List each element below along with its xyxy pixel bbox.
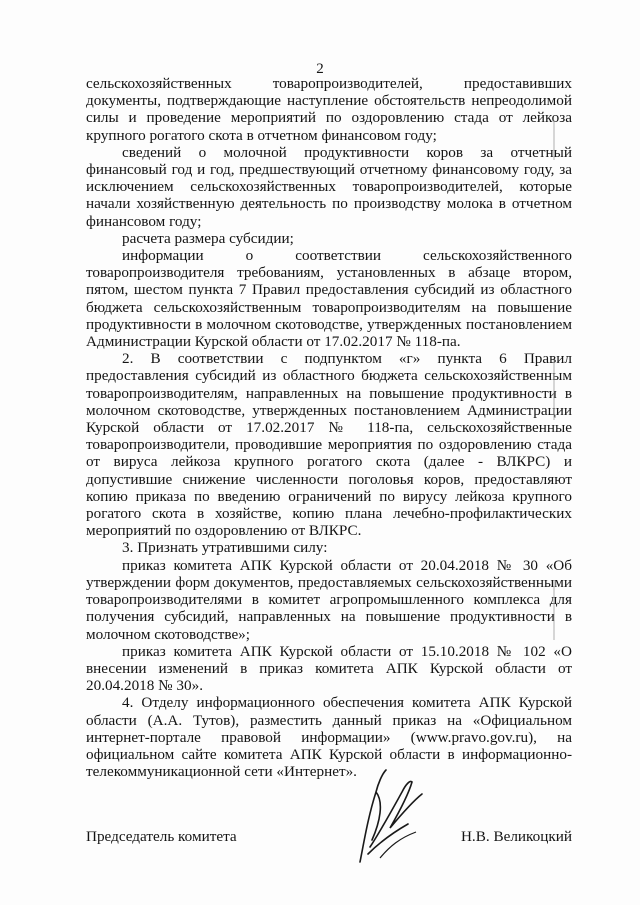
revoked-order-2: приказ комитета АПК Курской области от 15.10.2018 № 102 «О внесении изменений в приказ комитета АПК Курской области от 20.04.2018 № 30». <box>86 642 572 695</box>
page-number: 2 <box>316 61 324 77</box>
list-item-compliance-info: информации о соответствии сельскохозяйственного товаропроизводителя требованиям, установленных в абзаце втором, пятом, шестом пункта 7 Правил предоставления субсидий из областного бюджета сельскохозяйственным товаропроизводителям на повышение продуктивности в молочном скотоводстве, утвержденных постановлением Администрации Курской области от 17.02.2017 № 118-па. <box>86 247 572 351</box>
handwritten-signature <box>350 762 430 867</box>
signatory-title: Председатель комитета <box>86 828 237 845</box>
list-item-milk-productivity: сведений о молочной продуктивности коров за отчетный финансовый год и год, предшествующий отчетному финансовому году, за исключением сельскохозяйственных товаропроизводителей, которые начали хозяйственную деятельность по производству молока в отчетном финансовом году; <box>86 143 572 230</box>
signatory-name: Н.В. Великоцкий <box>460 828 572 845</box>
clause-3-heading: 3. Признать утратившими силу: <box>122 539 328 557</box>
revoked-order-1: приказ комитета АПК Курской области от 20.04.2018 № 30 «Об утверждении форм документов, предоставляемых сельскохозяйственными товаропроизводителями в комитет агропромышленного комплекса для получения субсидий, направленных на повышение продуктивности в молочном скотоводстве»; <box>86 556 572 643</box>
list-item-subsidy-calculation: расчета размера субсидии; <box>122 229 294 247</box>
clause-2: 2. В соответствии с подпунктом «г» пункта 6 Правил предоставления субсидий из областного бюджета сельскохозяйственным товаропроизводителям, направленных на повышение продуктивности в молочном скотоводстве, утвержденных постановлением Администрации Курской области от 17.02.2017 № 118-па, сельскохозяйственные товаропроизводители, проводившие мероприятия по оздоровлению стада от вируса лейкоза крупного рогатого скота (далее - ВЛКРС) и допустившие снижение численности поголовья коров, предоставляют копию приказа по введению ограничений по вирусу лейкоза крупного рогатого скота в хозяйстве, копию плана лечебно-профилактических мероприятий по оздоровлению от ВЛКРС. <box>86 350 572 540</box>
clause-4: 4. Отделу информационного обеспечения комитета АПК Курской области (А.А. Тутов), разместить данный приказ на «Официальном интернет-портале правовой информации» (www.pravo.gov.ru), на официальном сайте комитета АПК Курской области в информационно-телекоммуникационной сети «Интернет». <box>86 694 572 781</box>
document-body <box>86 75 572 780</box>
margin-scan-mark <box>548 120 560 640</box>
paragraph-continuation: сельскохозяйственных товаропроизводителей, предоставивших документы, подтверждающие наступление обстоятельств непреодолимой силы и проведение мероприятий по оздоровлению стада от лейкоза крупного рогатого скота в отчетном финансовом году; <box>86 75 572 144</box>
